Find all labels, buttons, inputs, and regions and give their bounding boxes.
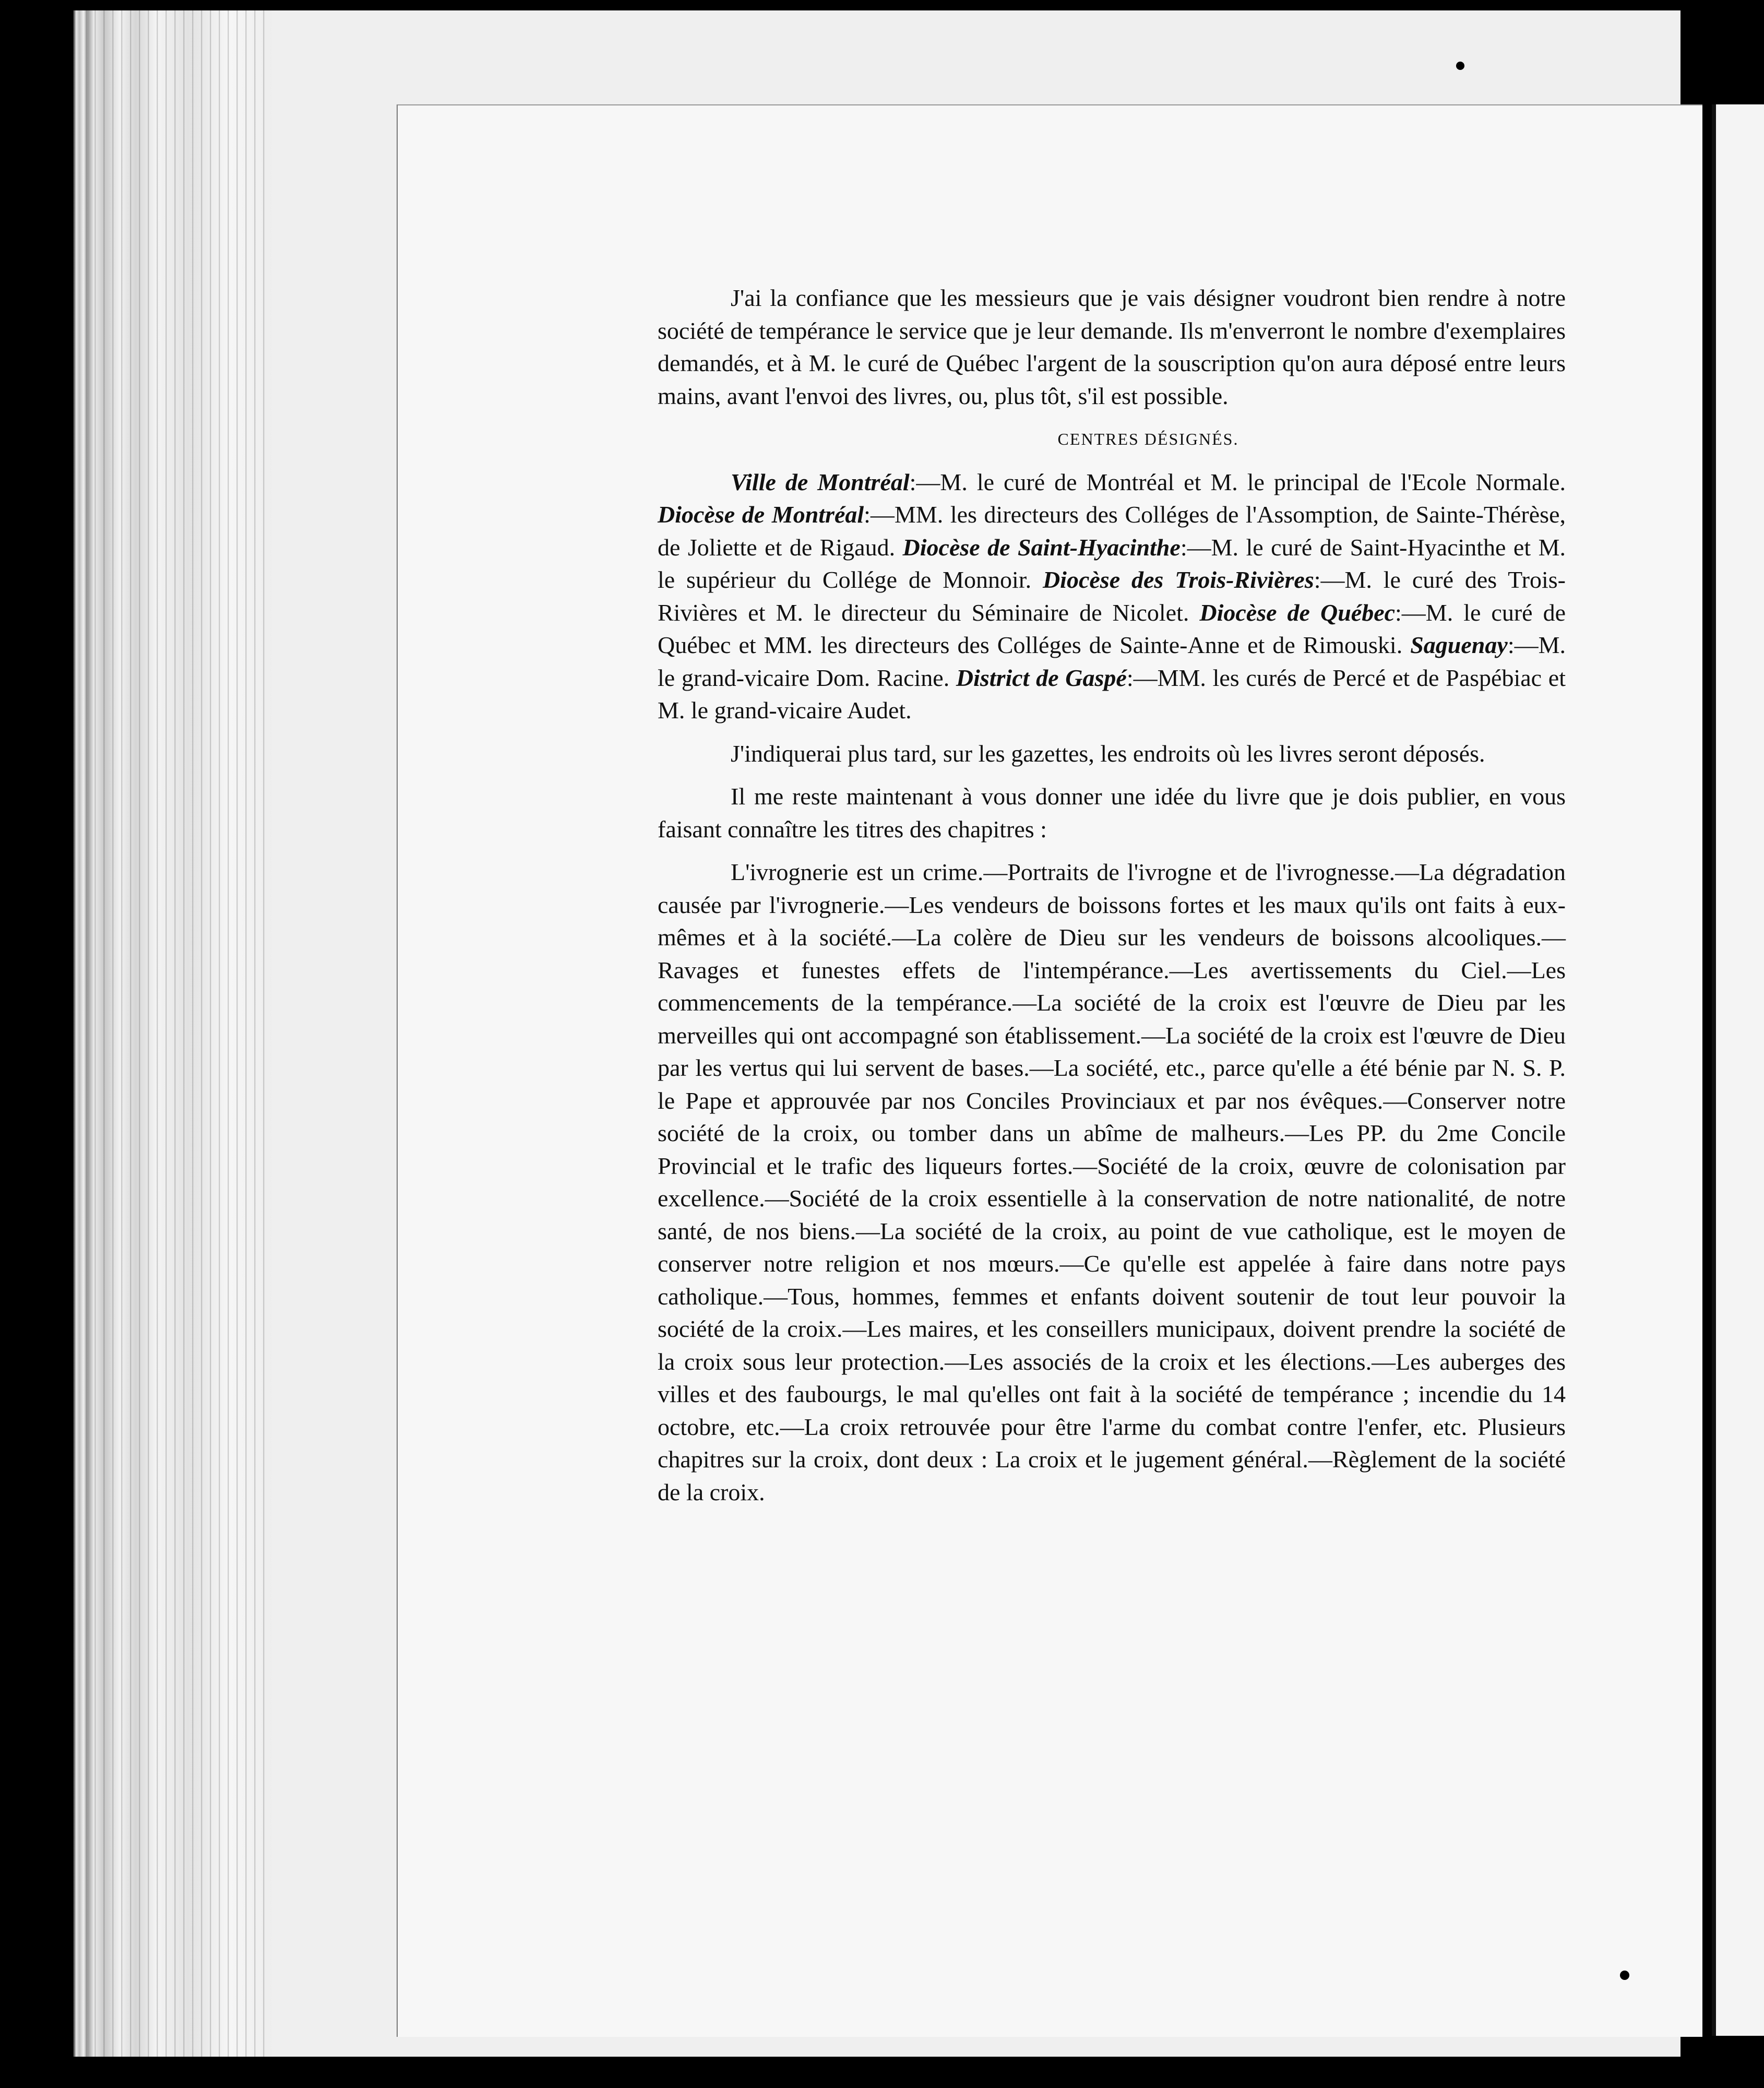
centre-place: Saguenay (1410, 632, 1508, 658)
centre-text: :—MM. les curés de Percé et de Paspébiac et M. le grand-vicaire Audet. (658, 664, 1566, 723)
facing-page-edge (1712, 104, 1764, 2036)
centre-text: :—MM. les directeurs des Colléges de l'Assomption, de Sainte-Thérèse, de Joliette et de Rigaud. (658, 501, 1566, 561)
centre-place: District de Gaspé (956, 664, 1127, 691)
centre-text: :—M. le curé de Montréal et M. le principal de l'Ecole Normale. (909, 468, 1566, 495)
ink-speck (1620, 1971, 1629, 1980)
gazettes-paragraph: J'indiquerai plus tard, sur les gazettes, les endroits où les livres seront déposés. (731, 740, 1485, 767)
ink-speck (1456, 62, 1464, 70)
chapters-paragraph: L'ivrognerie est un crime.—Portraits de l'ivrogne et de l'ivrognesse.—La dégradation causée par l'ivrognerie.—Les vendeurs de boissons fortes et les maux qu'ils ont faits à eux-mêmes et à la société.—La colère de Dieu sur les vendeurs de boissons alcooliques.—Ravages et funestes effets de l'intempérance.—Les avertissements du Ciel.—Les commencements de la tempérance.—La société de la croix est l'œuvre de Dieu par les merveilles qui ont accompagné son établissement.—La société de la croix est l'œuvre de Dieu par les vertus qui lui servent de bases.—La société, etc., parce qu'elle a été bénie par N. S. P. le Pape et approuvée par nos Conciles Provinciaux et par nos évêques.—Conserver notre société de la croix, ou tomber dans un abîme de malheurs.—Les PP. du 2me Concile Provincial et le trafic des liqueurs fortes.—Société de la croix, œuvre de colonisation par excellence.—Société de la croix essentielle à la conservation de notre nationalité, de notre santé, de nos biens.—La société de la croix, au point de vue catholique, est le moyen de conserver notre religion et nos mœurs.—Ce qu'elle est appelée à faire dans notre pays catholique.—Tous, hommes, femmes et enfants doivent soutenir de tout leur pouvoir la société de la croix.—Les maires, et les conseillers municipaux, doivent prendre la société de la croix sous leur protection.—Les associés de la croix et les élections.—Les auberges des villes et des faubourgs, le mal qu'elles ont fait à la société de tempérance ; incendie du 14 octobre, etc.—La croix retrouvée pour être l'arme du combat contre l'enfer, etc. Plusieurs chapitres sur la croix, dont deux : La croix et le jugement général.—Règlement de la société de la croix. (658, 859, 1566, 1505)
centre-place: Diocèse de Québec (1199, 599, 1396, 626)
centre-text: :—M. le curé des Trois-Rivières et M. le directeur du Séminaire de Nicolet. (658, 566, 1566, 626)
centre-text: :—M. le curé de Saint-Hyacinthe et M. le supérieur du Collége de Monnoir. (658, 533, 1566, 593)
intro-paragraph: J'ai la confiance que les messieurs que je vais désigner voudront bien rendre à notre société de tempérance le service que je leur demande. Ils m'enverront le nombre d'exemplaires demandés, et à M. le curé de Québec l'argent de la souscription qu'on aura déposé entre leurs mains, avant l'envoi des livres, ou, plus tôt, s'il est possible. (658, 284, 1566, 409)
centre-place: Diocèse des Trois-Rivières (1042, 566, 1314, 593)
centre-place: Ville de Montréal (731, 468, 910, 495)
centre-text: :—M. le curé de Québec et MM. les directeurs des Colléges de Sainte-Anne et de Rimouski. (658, 599, 1566, 658)
centre-entry (731, 469, 1566, 495)
centre-place: Diocèse de Montréal (658, 501, 864, 528)
centre-text: :—M. le grand-vicaire Dom. Racine. (658, 632, 1566, 691)
section-heading: CENTRES DÉSIGNÉS. (1057, 430, 1239, 448)
chapters-intro-paragraph: Il me reste maintenant à vous donner une idée du livre que je dois publier, en vous faisant connaître les titres des chapitres : (658, 783, 1566, 843)
centre-place: Diocèse de Saint-Hyacinthe (902, 533, 1181, 561)
document-text (658, 282, 1566, 1519)
centres-paragraph (658, 466, 1566, 727)
